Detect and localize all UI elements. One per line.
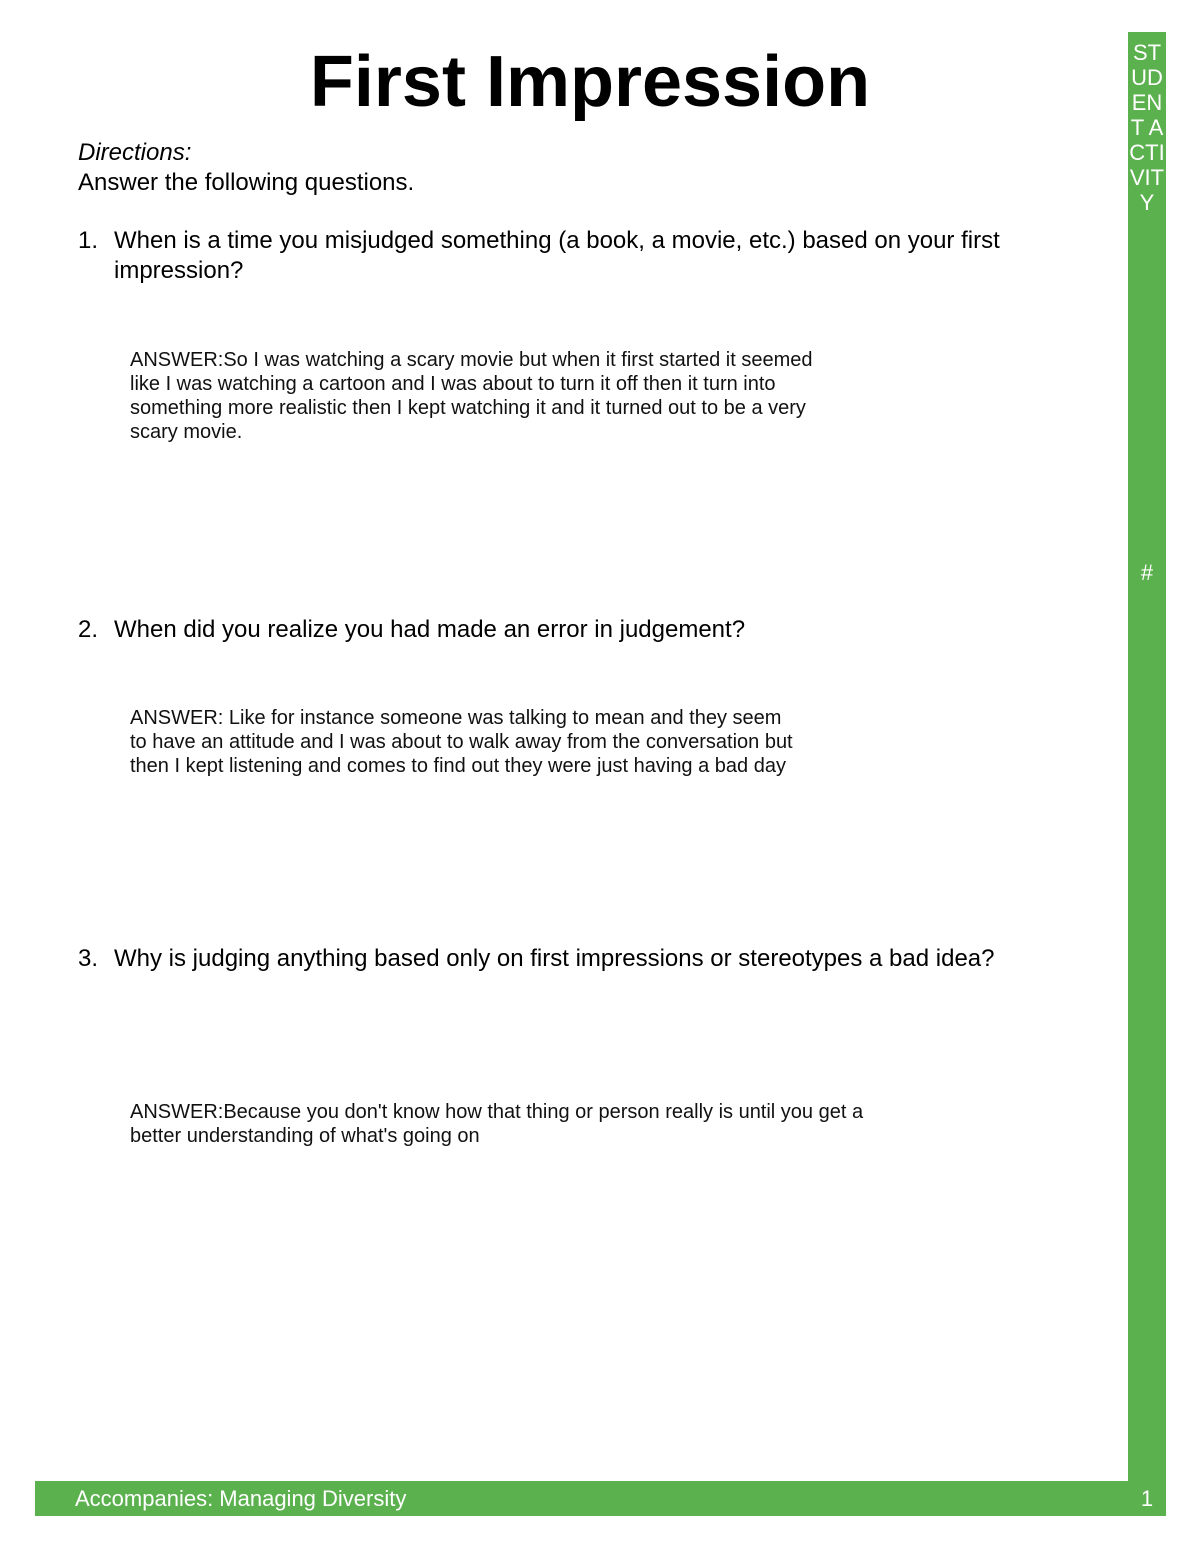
answer-line: something more realistic then I kept watching it and it turned out to be a very — [130, 397, 806, 419]
answer-3 — [130, 1100, 863, 1148]
directions-label: Directions: — [78, 139, 192, 166]
page-number: 1 — [1140, 1486, 1154, 1511]
student-activity-sidebar — [1128, 32, 1166, 1516]
footer-text: Accompanies: Managing Diversity — [75, 1486, 407, 1511]
answer-line: like I was watching a cartoon and I was about to turn it off then it turn into — [130, 373, 776, 395]
answer-1 — [130, 348, 812, 444]
activity-number-symbol: # — [1140, 560, 1154, 585]
question-1 — [78, 226, 1088, 286]
answer-line: ANSWER:So I was watching a scary movie but when it first started it seemed — [130, 349, 813, 371]
question-number: 2. — [78, 616, 99, 643]
question-number: 3. — [78, 945, 99, 972]
answer-line: then I kept listening and comes to find out they were just having a bad day — [130, 755, 786, 777]
question-number: 1. — [78, 227, 99, 254]
question-text: Why is judging anything based only on first impressions or stereotypes a bad idea? — [114, 945, 995, 972]
question-text: When is a time you misjudged something (a book, a movie, etc.) based on your first impression? — [114, 227, 1000, 284]
question-text: When did you realize you had made an error in judgement? — [114, 616, 746, 643]
answer-line: scary movie. — [130, 421, 243, 443]
answer-2 — [130, 706, 793, 778]
page-title: First Impression — [309, 42, 871, 122]
question-3 — [78, 944, 1088, 974]
answer-line: ANSWER:Because you don't know how that thing or person really is until you get a — [130, 1101, 864, 1123]
answer-line: to have an attitude and I was about to walk away from the conversation but — [130, 731, 793, 753]
directions-text: Answer the following questions. — [78, 169, 415, 196]
sidebar-label: STUDENT ACTIVITY — [1129, 40, 1165, 215]
answer-line: ANSWER: Like for instance someone was talking to mean and they seem — [130, 707, 782, 729]
answer-line: better understanding of what's going on — [130, 1125, 480, 1147]
question-2 — [78, 615, 1088, 645]
footer-bar — [35, 1481, 1166, 1516]
